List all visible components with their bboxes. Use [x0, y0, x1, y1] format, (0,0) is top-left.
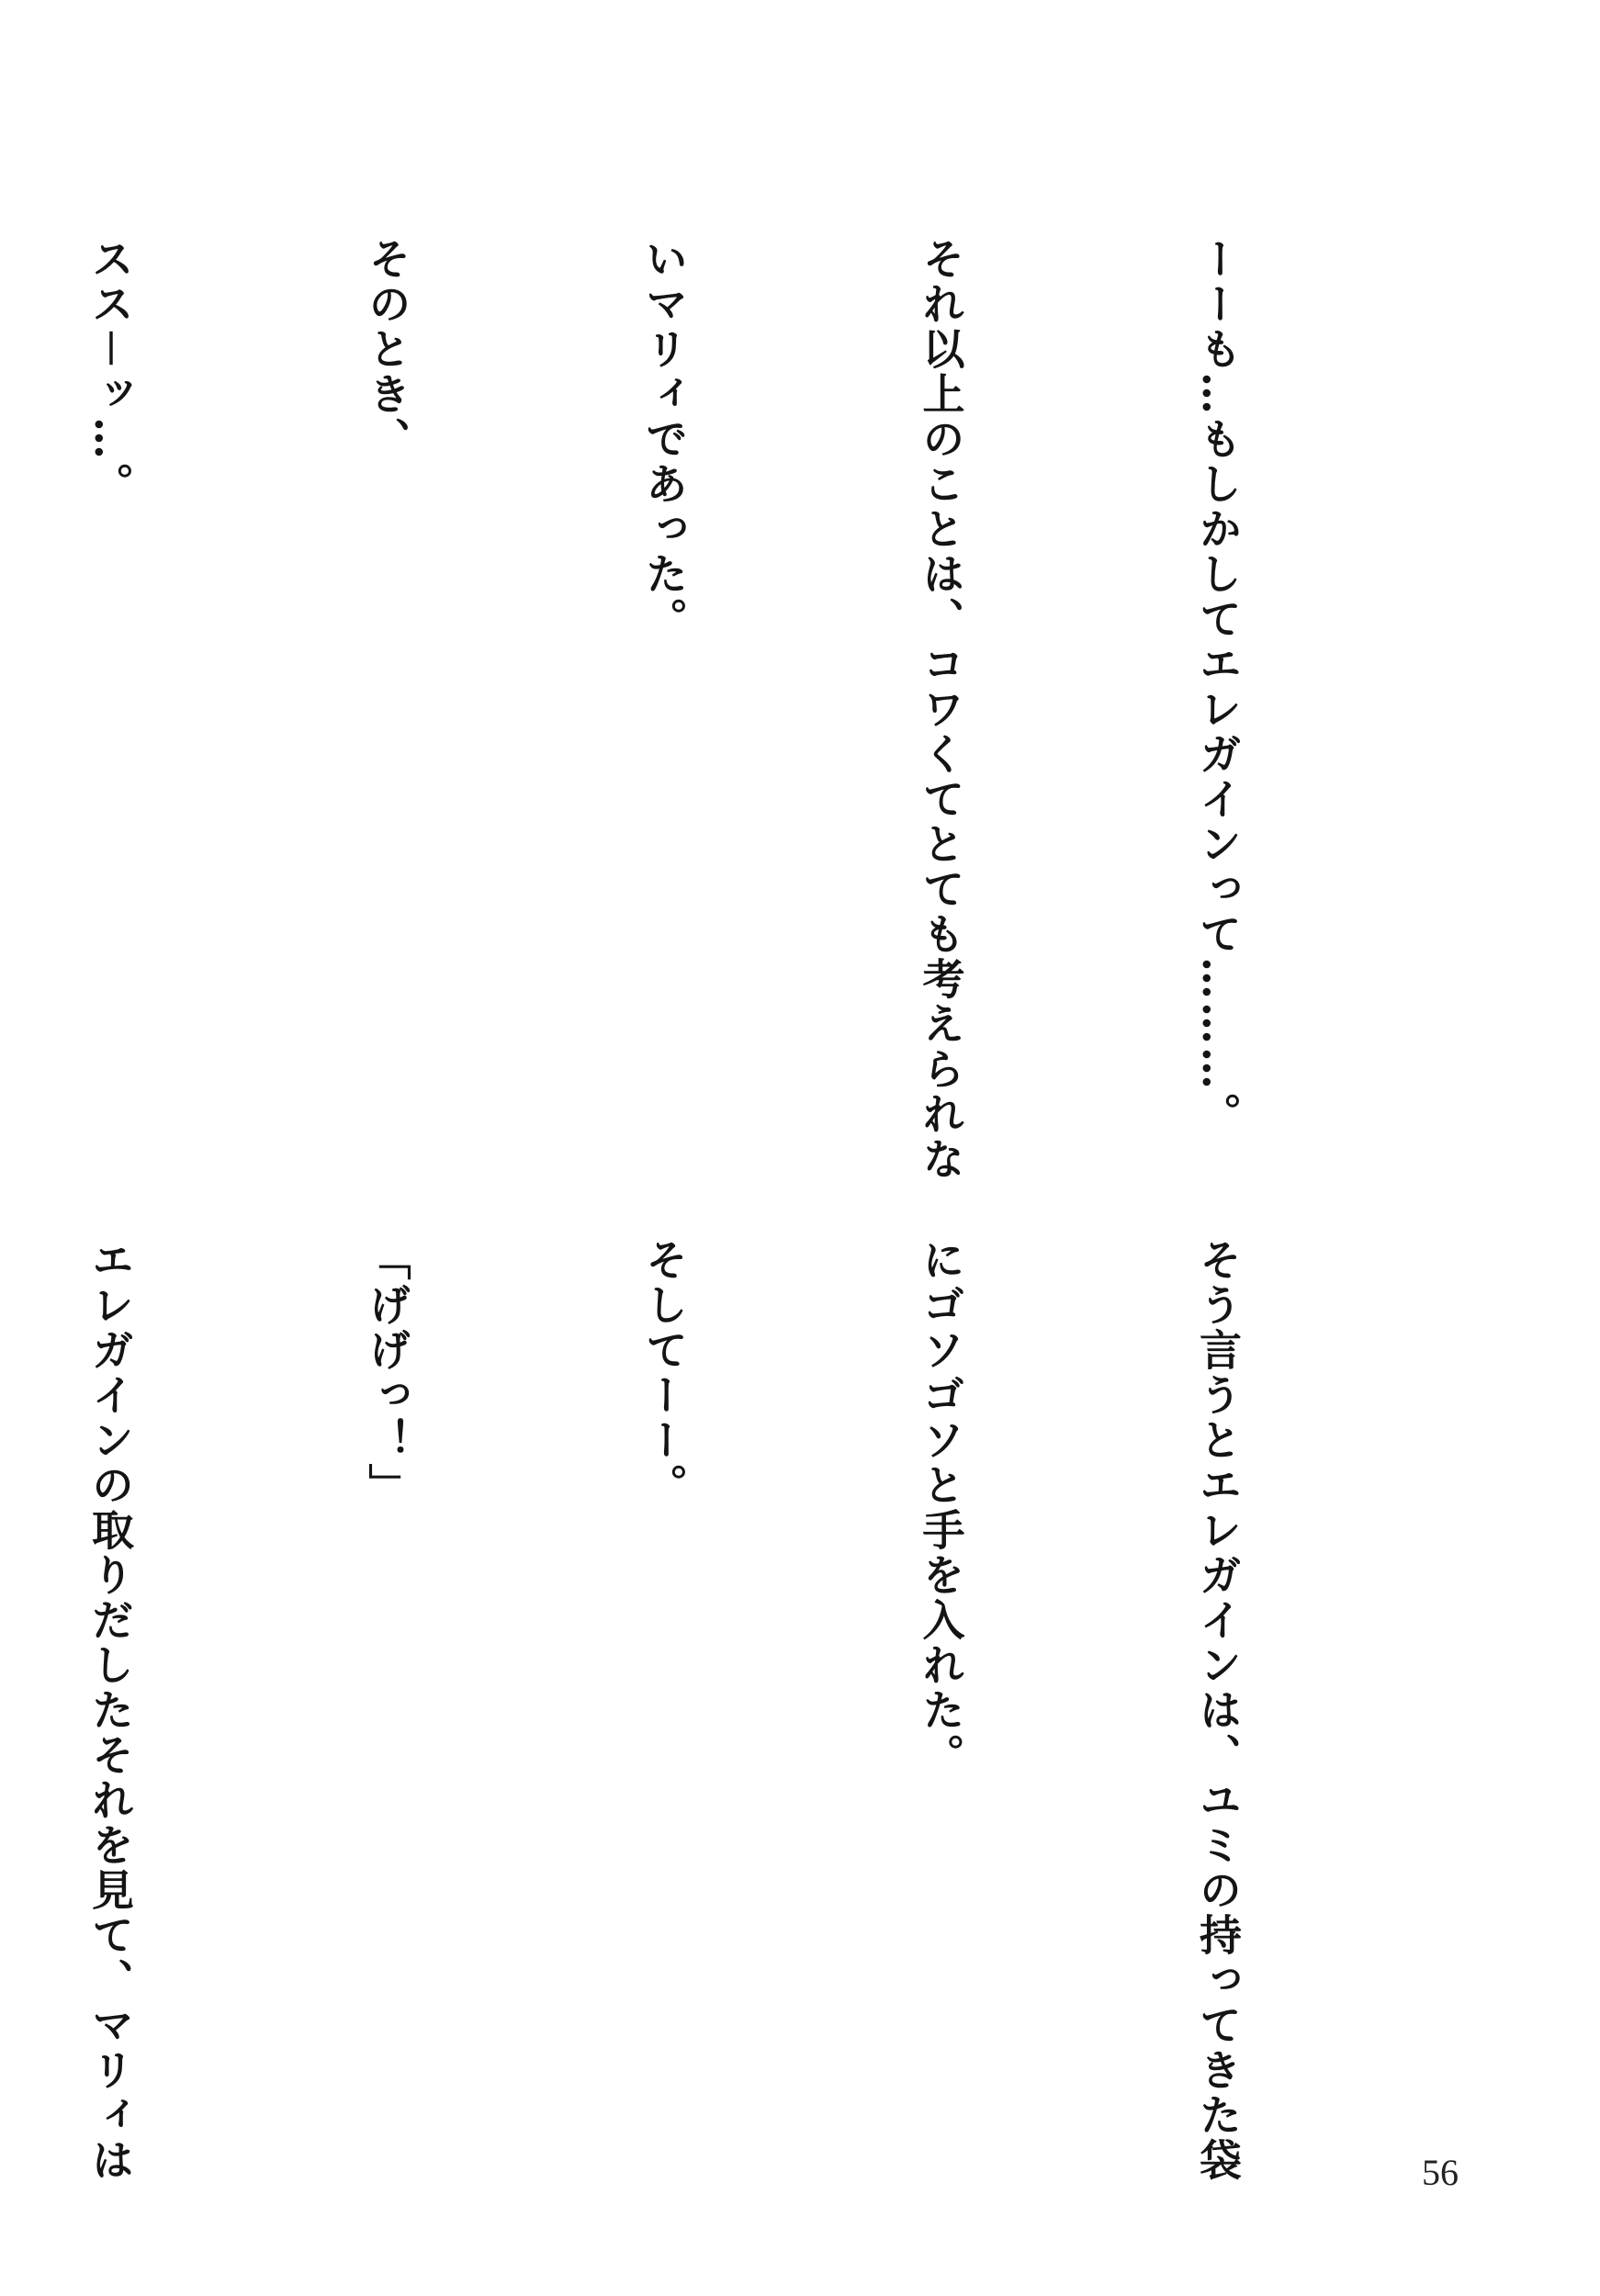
text-line: そう言うとエレガインは、ユミの持ってきた袋: [1193, 1238, 1243, 2183]
text-line: それ以上のことは、コワくてとても考えられな: [916, 237, 966, 1182]
text-line: にゴソゴソと手を入れた。: [916, 1238, 966, 1778]
upper-text-block: [0, 237, 1448, 1182]
text-line: そしてーー。: [639, 1238, 689, 1508]
text-line: エレガインの取りだしたそれを見て、マリィは: [85, 1238, 135, 2183]
text-line: スス－ッ…。: [85, 237, 135, 507]
text-line: ーーも…もしかしてエレガインって………。: [1193, 237, 1243, 1137]
text-line: いマリィであった。: [639, 237, 689, 642]
page-number: 56: [1422, 2152, 1459, 2193]
text-line: そのとき、: [362, 237, 412, 462]
text-line: 「げげっ！」: [362, 1238, 412, 1508]
